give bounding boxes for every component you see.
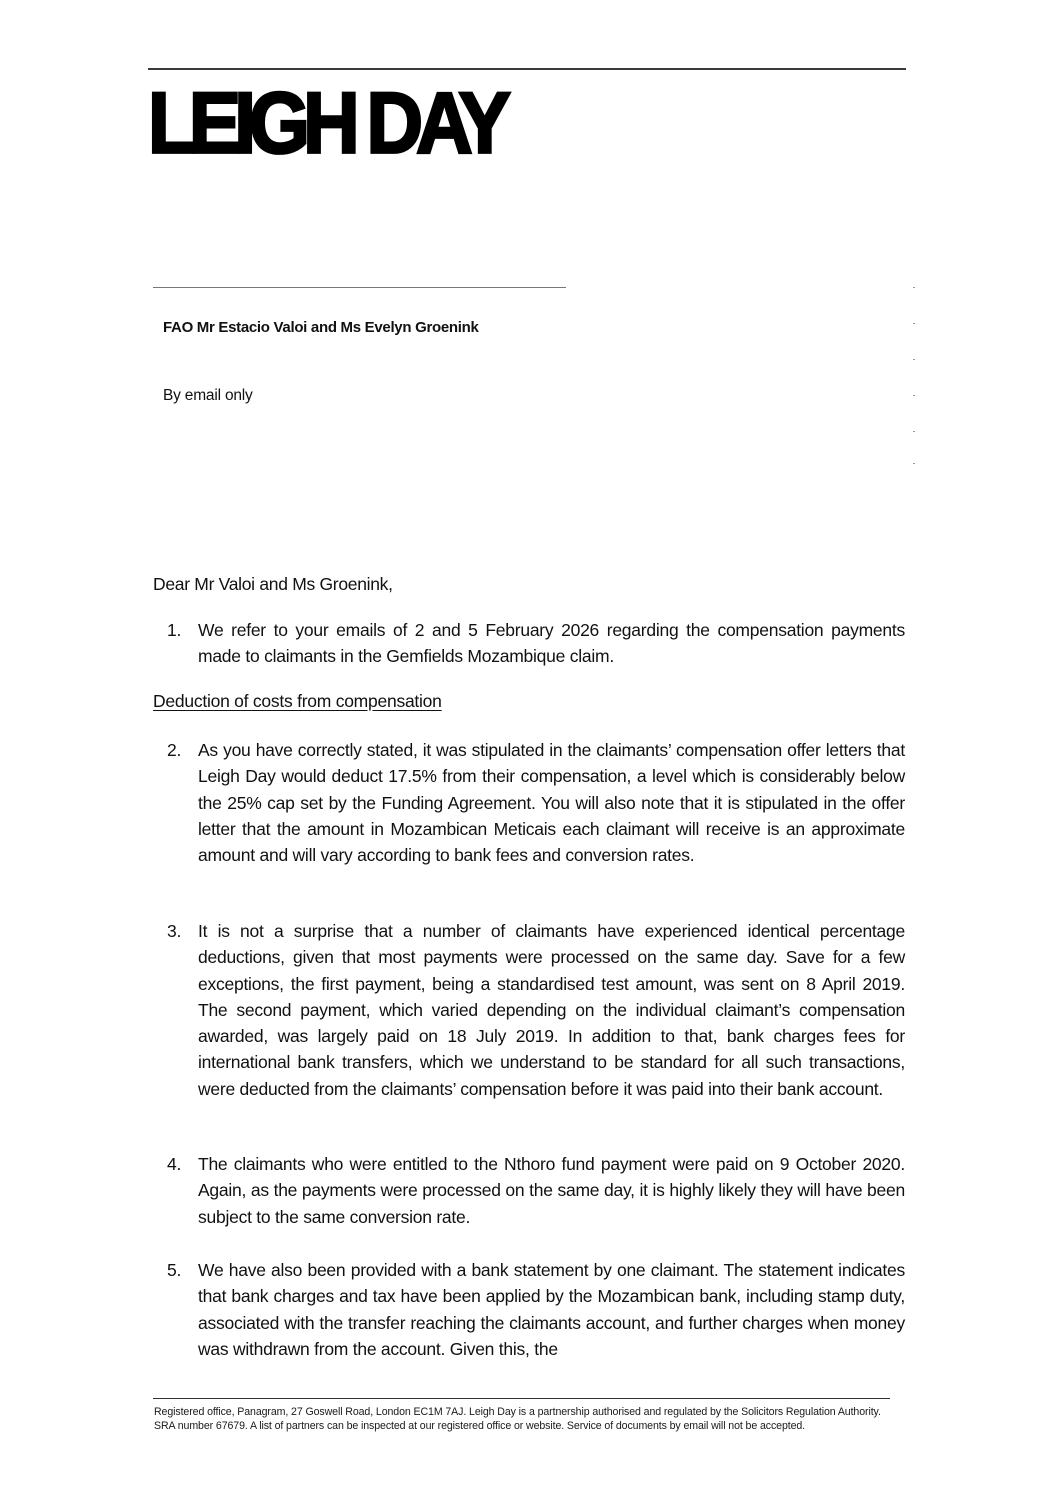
paragraph-text: It is not a surprise that a number of claimants have experienced identical percentage deductions, given that most payments were processed on the same day. Save for a few exceptions, the first payment, being a standardised test amount, was sent on 8 April 2019. The second payment, which varied depending on the individual claimant’s compensation awarded, was largely paid on 18 July 2019. In addition to that, bank charges fees for international bank transfers, which we understand to be standard for all such transactions, were deducted from the claimants’ compensation before it was paid into their bank account.: [198, 921, 905, 1099]
paragraph-4: [153, 1151, 905, 1230]
reference-field-marker: [913, 323, 915, 324]
reference-field-marker: [913, 431, 915, 432]
leigh-day-logo: [148, 75, 504, 171]
delivery-method: By email only: [163, 387, 253, 404]
fao-line: FAO Mr Estacio Valoi and Ms Evelyn Groenink: [163, 319, 479, 336]
paragraph-3: [153, 918, 905, 1102]
paragraph-number: 2.: [167, 740, 182, 760]
section-heading: Deduction of costs from compensation: [153, 691, 442, 711]
paragraph-5: [153, 1257, 905, 1362]
paragraph-text: We have also been provided with a bank statement by one claimant. The statement indicates that bank charges and tax have been applied by the Mozambican bank, including stamp duty, associated with the transfer reaching the claimants account, and further charges when money was withdrawn from the account. Given this, the: [198, 1260, 905, 1359]
reference-field-marker: [913, 463, 915, 464]
reference-field-marker: [913, 359, 915, 360]
paragraph-2: [153, 737, 905, 868]
paragraph-text: We refer to your emails of 2 and 5 February 2026 regarding the compensation payments made to claimants in the Gemfields Mozambique claim.: [198, 620, 905, 667]
reference-field-marker: [913, 395, 915, 396]
paragraph-text: The claimants who were entitled to the Nthoro fund payment were paid on 9 October 2020. Again, as the payments were processed on the same day, it is highly likely they will have been subject to the same conversion rate.: [198, 1154, 905, 1227]
address-block-rule: [153, 287, 566, 288]
footer-legal-notice: Registered office, Panagram, 27 Goswell Road, London EC1M 7AJ. Leigh Day is a partnership authorised and regulated by the Solicitors Regulation Authority. SRA number 67679. A list of partners can be inspected at our registered office or website. Service of documents by email will not be accepted.: [154, 1406, 881, 1432]
logo-word-day: DAY: [366, 75, 504, 171]
paragraph-number: 5.: [167, 1260, 182, 1280]
logo-word-leigh: LEIGH: [148, 75, 353, 171]
header-rule: [148, 68, 906, 70]
paragraph-number: 4.: [167, 1154, 182, 1174]
paragraph-number: 1.: [167, 620, 182, 640]
reference-field-marker: [913, 287, 915, 288]
paragraph-number: 3.: [167, 921, 182, 941]
paragraph-1: [153, 617, 905, 670]
salutation: Dear Mr Valoi and Ms Groenink,: [153, 574, 393, 594]
footer-rule: [153, 1398, 890, 1399]
paragraph-text: As you have correctly stated, it was stipulated in the claimants’ compensation offer letters that Leigh Day would deduct 17.5% from their compensation, a level which is considerably below the 25% cap set by the Funding Agreement. You will also note that it is stipulated in the offer letter that the amount in Mozambican Meticais each claimant will receive is an approximate amount and will vary according to bank fees and conversion rates.: [198, 740, 905, 866]
